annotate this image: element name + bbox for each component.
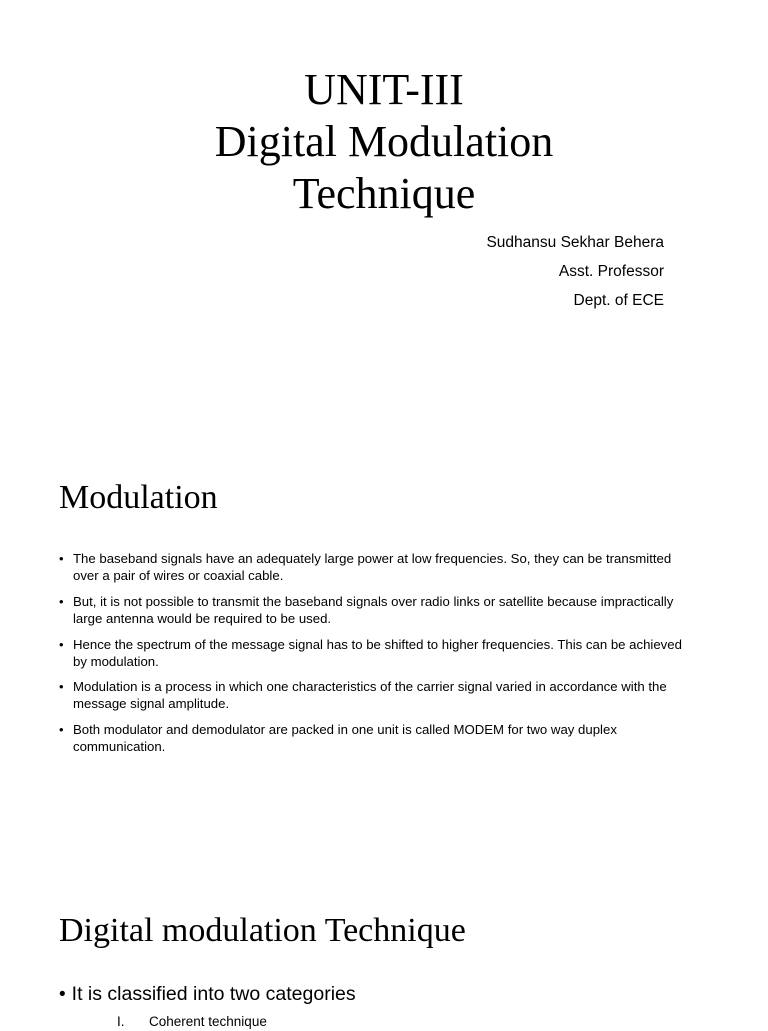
bullet-icon: • (59, 984, 66, 1005)
slide-title (0, 64, 768, 220)
bullet-text: But, it is not possible to transmit the baseband signals over radio links or satellite because impractically large antenna would be required to be used. (73, 593, 674, 626)
list-item (59, 981, 356, 1008)
list-item (59, 593, 699, 627)
bullet-icon: • (59, 551, 64, 566)
bullet-text: The baseband signals have an adequately large power at low frequencies. So, they can be transmitted over a pair of wires or coaxial cable. (73, 551, 672, 583)
title-slide (0, 0, 768, 420)
slide-heading: Digital modulation Technique (59, 912, 466, 949)
list-item (59, 636, 699, 670)
slide-heading: Modulation (59, 479, 218, 516)
bullet-text: It is classified into two categories (71, 983, 356, 1005)
sub-list-item (117, 1013, 267, 1031)
author-name: Sudhansu Sekhar Behera (486, 234, 664, 251)
bullet-icon: • (59, 722, 64, 738)
list-item (59, 678, 699, 712)
modulation-slide (0, 460, 768, 860)
title-line-1: UNIT-III (304, 65, 464, 114)
digital-modulation-slide (0, 895, 768, 1029)
author-designation: Asst. Professor (558, 263, 664, 280)
bullet-text: Modulation is a process in which one characteristics of the carrier signal varied in accordance with the message signal amplitude. (73, 679, 667, 712)
roman-numeral: I. (117, 1014, 125, 1029)
title-line-2: Digital Modulation (214, 117, 554, 166)
author-department: Dept. of ECE (573, 292, 664, 309)
author-info (486, 228, 664, 315)
list-item (59, 550, 699, 584)
list-item (59, 721, 699, 755)
bullet-icon: • (59, 593, 64, 609)
bullet-text: Hence the spectrum of the message signal has to be shifted to higher frequencies. This can be achieved by modulation. (73, 636, 682, 669)
bullet-list (59, 550, 699, 764)
title-line-3: Technique (292, 169, 476, 218)
bullet-icon: • (59, 636, 64, 652)
sub-item-text: Coherent technique (149, 1014, 267, 1029)
bullet-text: Both modulator and demodulator are packed in one unit is called MODEM for two way duplex communication. (73, 722, 617, 755)
bullet-icon: • (59, 679, 64, 695)
